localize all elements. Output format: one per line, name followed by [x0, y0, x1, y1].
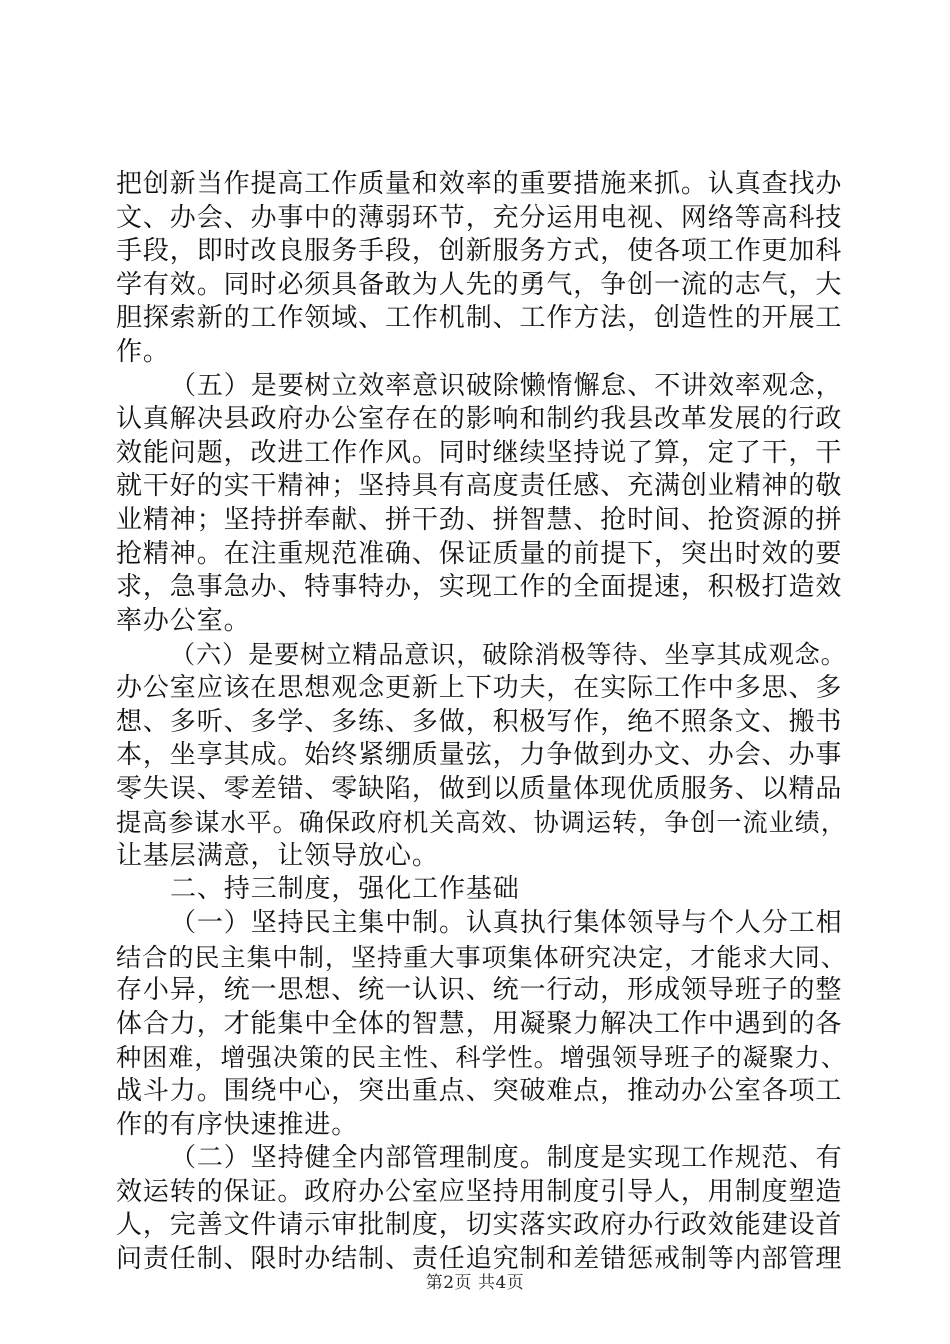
body-text: [116, 168, 846, 1277]
text-line: 胆探索新的工作领域、工作机制、工作方法，创造性的开展工: [116, 303, 843, 334]
text-line: 结合的民主集中制，坚持重大事项集体研究决定，才能求大同、: [116, 942, 847, 972]
text-line: 二、持三制度，强化工作基础: [170, 874, 520, 905]
text-line: （六）是要树立精品意识，破除消极等待、坐享其成观念。: [170, 640, 847, 670]
text-line: 业精神；坚持拼奉献、拼干劲、拼智慧、抢时间、抢资源的拼: [116, 504, 843, 535]
text-line: 人，完善文件请示审批制度，切实落实政府办行政效能建设首: [116, 1210, 843, 1241]
text-line: 办公室应该在思想观念更新上下功夫，在实际工作中多思、多: [116, 672, 843, 703]
text-line: 存小异，统一思想、统一认识、统一行动，形成领导班子的整: [116, 975, 843, 1006]
text-line: 提高参谋水平。确保政府机关高效、协调运转，争创一流业绩，: [116, 808, 847, 838]
page-footer: 第2页 共4页: [425, 1273, 525, 1293]
text-line: 让基层满意，让领导放心。: [116, 840, 439, 871]
text-line: 体合力，才能集中全体的智慧，用凝聚力解决工作中遇到的各: [116, 1008, 843, 1039]
text-line: 零失误、零差错、零缺陷，做到以质量体现优质服务、以精品: [116, 773, 843, 804]
text-line: 抢精神。在注重规范准确、保证质量的前提下，突出时效的要: [116, 538, 843, 569]
text-line: 想、多听、多学、多练、多做，积极写作，绝不照条文、搬书: [116, 706, 843, 737]
text-line: 效能问题，改进工作作风。同时继续坚持说了算，定了干，干: [116, 437, 843, 468]
text-line: （一）坚持民主集中制。认真执行集体领导与个人分工相: [170, 908, 843, 939]
text-line: 效运转的保证。政府办公室应坚持用制度引导人，用制度塑造: [116, 1176, 843, 1207]
text-line: 率办公室。: [116, 605, 251, 636]
text-line: 战斗力。围绕中心，突出重点、突破难点，推动办公室各项工: [116, 1076, 843, 1107]
text-line: 作。: [116, 336, 170, 367]
text-line: 作的有序快速推进。: [116, 1109, 359, 1140]
text-line: 就干好的实干精神；坚持具有高度责任感、充满创业精神的敬: [116, 471, 843, 502]
text-line: （五）是要树立效率意识破除懒惰懈怠、不讲效率观念，: [170, 370, 843, 401]
text-line: 把创新当作提高工作质量和效率的重要措施来抓。认真查找办: [116, 169, 843, 199]
text-line: （二）坚持健全内部管理制度。制度是实现工作规范、有: [170, 1143, 843, 1174]
text-line: 问责任制、限时办结制、责任追究制和差错惩戒制等内部管理: [116, 1244, 843, 1274]
text-line: 学有效。同时必须具备敢为人先的勇气，争创一流的志气，大: [116, 269, 843, 300]
text-line: 求，急事急办、特事特办，实现工作的全面提速，积极打造效: [116, 572, 843, 603]
text-line: 本，坐享其成。始终紧绷质量弦，力争做到办文、办会、办事: [116, 740, 843, 771]
text-line: 认真解决县政府办公室存在的影响和制约我县改革发展的行政: [116, 404, 843, 435]
text-line: 文、办会、办事中的薄弱环节，充分运用电视、网络等高科技: [116, 202, 843, 233]
text-line: 手段，即时改良服务手段，创新服务方式，使各项工作更加科: [116, 236, 843, 267]
text-line: 种困难，增强决策的民主性、科学性。增强领导班子的凝聚力、: [116, 1043, 847, 1073]
